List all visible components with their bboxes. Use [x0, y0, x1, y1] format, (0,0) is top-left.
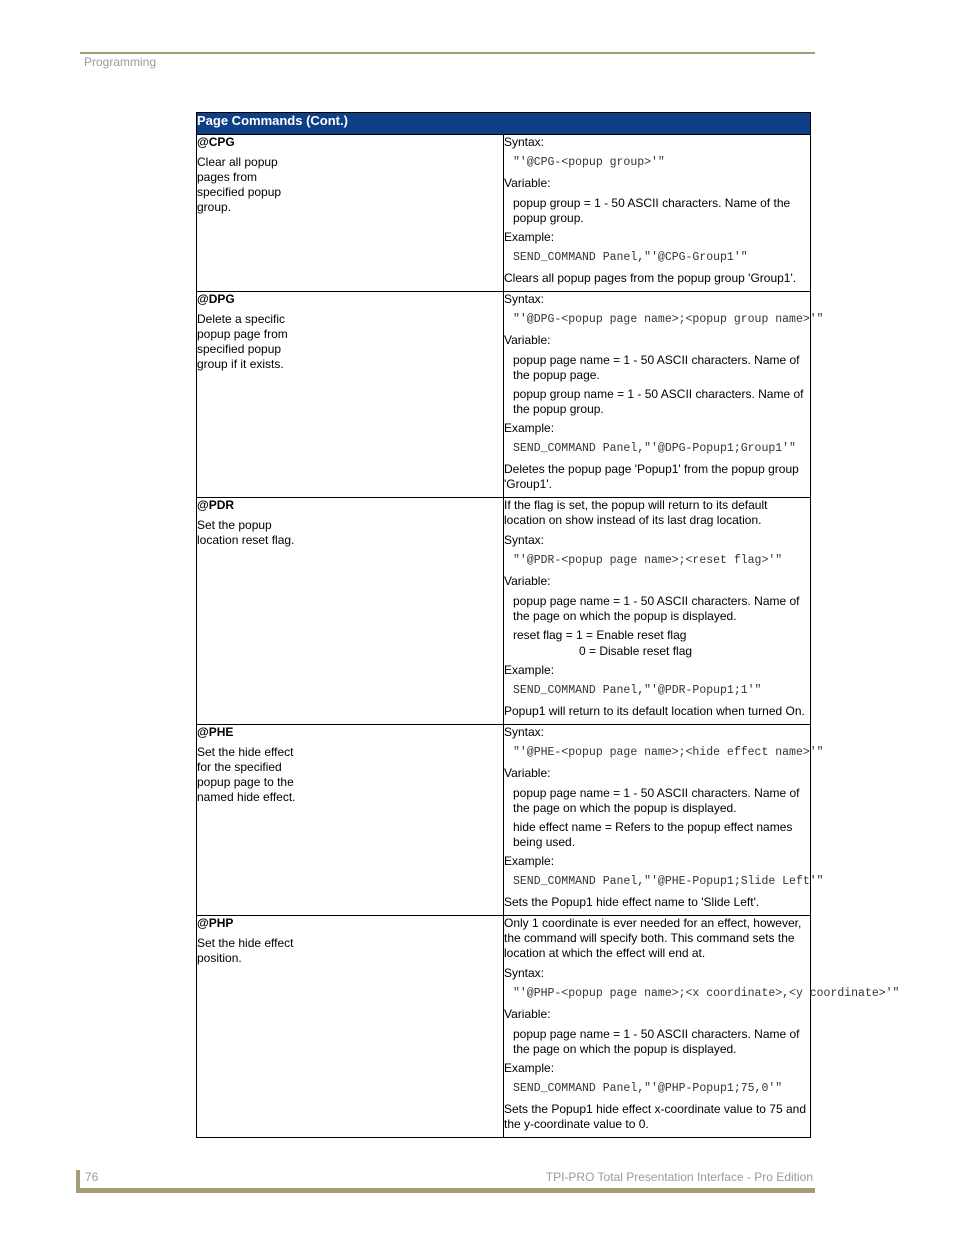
syntax-label: Syntax:	[504, 135, 545, 149]
example-label: Example:	[504, 1061, 555, 1075]
syntax-label: Syntax:	[504, 966, 545, 980]
syntax-code: "'@CPG-<popup group>'"	[513, 156, 665, 169]
command-description: Set the popup location reset flag.	[197, 518, 295, 547]
command-cell	[197, 292, 504, 498]
table-row	[197, 498, 811, 725]
syntax-label: Syntax:	[504, 725, 545, 739]
example-label: Example:	[504, 421, 555, 435]
example-label: Example:	[504, 854, 555, 868]
variable-text: popup group name = 1 - 50 ASCII characters. Name of the popup group.	[513, 387, 804, 416]
example-note: Deletes the popup page 'Popup1' from the popup group 'Group1'.	[504, 462, 799, 491]
command-cell	[197, 135, 504, 292]
command-description: Set the hide effect for the specified popup page to the named hide effect.	[197, 745, 296, 804]
example-note: Clears all popup pages from the popup group 'Group1'.	[504, 271, 797, 285]
variable-text: popup group = 1 - 50 ASCII characters. Name of the popup group.	[513, 196, 791, 225]
command-details	[504, 916, 900, 1138]
example-code: SEND_COMMAND Panel,"'@PDR-Popup1;1'"	[513, 684, 762, 697]
command-details	[504, 725, 824, 916]
variable-text: popup page name = 1 - 50 ASCII characters. Name of the page on which the popup is displayed.	[513, 1027, 800, 1056]
variable-label: Variable:	[504, 1007, 551, 1021]
footer-rule	[76, 1188, 815, 1193]
example-note: Sets the Popup1 hide effect name to 'Slide Left'.	[504, 895, 760, 909]
variable-label: Variable:	[504, 333, 551, 347]
example-code: SEND_COMMAND Panel,"'@PHE-Popup1;Slide Left'"	[513, 875, 824, 888]
syntax-label: Syntax:	[504, 533, 545, 547]
command-cell	[197, 725, 504, 916]
command-intro: If the flag is set, the popup will return to its default location on show instead of its last drag location.	[504, 498, 768, 527]
command-description: Set the hide effect position.	[197, 936, 294, 965]
command-details	[504, 135, 811, 292]
variable-text: 0 = Disable reset flag	[579, 644, 693, 658]
example-code: SEND_COMMAND Panel,"'@DPG-Popup1;Group1'"	[513, 442, 796, 455]
table-row	[197, 292, 811, 498]
footer-doc-title: TPI-PRO Total Presentation Interface - Pro Edition	[545, 1170, 813, 1184]
syntax-code: "'@DPG-<popup page name>;<popup group name>'"	[513, 313, 824, 326]
command-name: @DPG	[197, 292, 235, 306]
syntax-code: "'@PDR-<popup page name>;<reset flag>'"	[513, 554, 783, 567]
example-note: Popup1 will return to its default location when turned On.	[504, 704, 805, 718]
example-code: SEND_COMMAND Panel,"'@PHP-Popup1;75,0'"	[513, 1082, 783, 1095]
page-commands-table	[196, 112, 900, 1138]
command-cell	[197, 498, 504, 725]
section-label: Programming	[84, 55, 157, 69]
syntax-label: Syntax:	[504, 292, 545, 306]
header-rule	[80, 52, 815, 54]
syntax-code: "'@PHE-<popup page name>;<hide effect name>'"	[513, 746, 824, 759]
command-description: Clear all popup pages from specified popup group.	[197, 155, 282, 214]
command-description: Delete a specific popup page from specified popup group if it exists.	[197, 312, 288, 371]
table-row	[197, 135, 811, 292]
variable-text: popup page name = 1 - 50 ASCII characters. Name of the page on which the popup is displayed.	[513, 594, 800, 623]
command-intro: Only 1 coordinate is ever needed for an effect, however, the command will specify both. This command sets the location at which the effect will end at.	[504, 916, 802, 960]
variable-text: hide effect name = Refers to the popup effect names being used.	[513, 820, 793, 849]
table-row	[197, 916, 811, 1138]
variable-label: Variable:	[504, 574, 551, 588]
footer-side-rule	[76, 1170, 80, 1190]
command-name: @PDR	[197, 498, 235, 512]
variable-label: Variable:	[504, 766, 551, 780]
command-name: @PHP	[197, 916, 234, 930]
table-row	[197, 725, 811, 916]
example-label: Example:	[504, 230, 555, 244]
command-details	[504, 292, 824, 498]
command-cell	[197, 916, 504, 1138]
table-header-row	[197, 113, 811, 135]
table-title: Page Commands (Cont.)	[197, 113, 811, 135]
variable-label: Variable:	[504, 176, 551, 190]
example-label: Example:	[504, 663, 555, 677]
command-details	[504, 498, 811, 725]
variable-text: popup page name = 1 - 50 ASCII characters. Name of the page on which the popup is displayed.	[513, 786, 800, 815]
variable-text: popup page name = 1 - 50 ASCII characters. Name of the popup page.	[513, 353, 800, 382]
command-name: @PHE	[197, 725, 234, 739]
variable-text: reset flag = 1 = Enable reset flag	[513, 628, 687, 642]
syntax-code: "'@PHP-<popup page name>;<x coordinate>,<y coordinate>'"	[513, 987, 900, 1000]
command-name: @CPG	[197, 135, 235, 149]
page-number: 76	[85, 1170, 99, 1184]
example-code: SEND_COMMAND Panel,"'@CPG-Group1'"	[513, 251, 748, 264]
example-note: Sets the Popup1 hide effect x-coordinate value to 75 and the y-coordinate value to 0.	[504, 1102, 806, 1131]
